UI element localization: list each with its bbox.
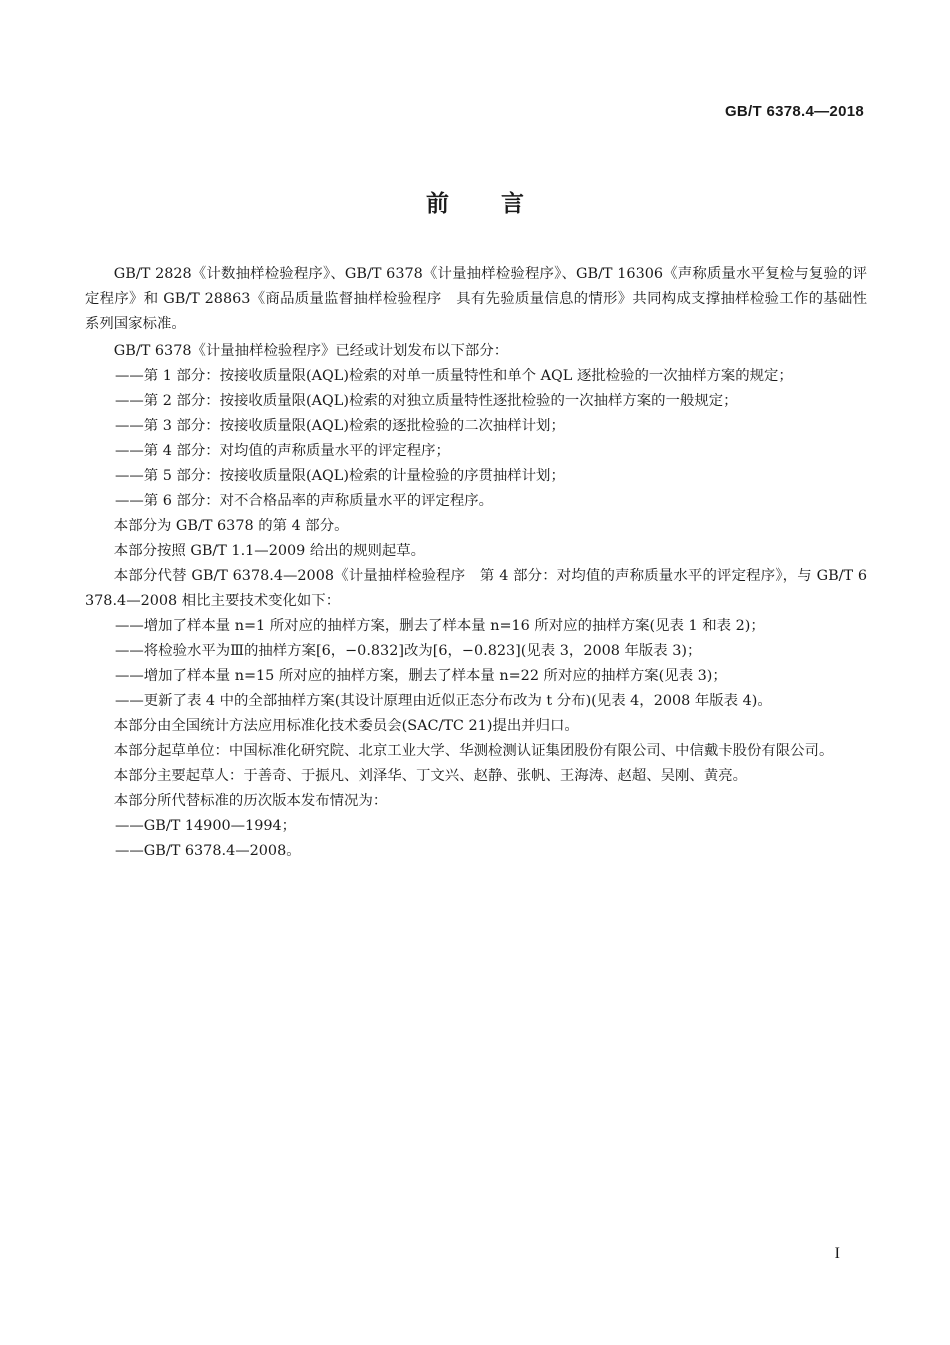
intro-paragraph-1: GB/T 2828《计数抽样检验程序》、GB/T 6378《计量抽样检验程序》、GB/T 16306《声称质量水平复检与复验的评定程序》和 GB/T 28863《商品质量监督抽样检验程序 具有先验质量信息的情形》共同构成支撑抽样检验工作的基础性系列国家标准。 (85, 266, 867, 332)
part-list-item: ——第 3 部分：按接收质量限(AQL)检索的逐批检验的二次抽样计划； (115, 418, 565, 434)
part-list-item: ——第 5 部分：按接收质量限(AQL)检索的计量检验的序贯抽样计划； (115, 468, 565, 484)
intro-paragraph-2: GB/T 6378《计量抽样检验程序》已经或计划发布以下部分： (113, 343, 509, 359)
part-list-item: ——第 6 部分：对不合格品率的声称质量水平的评定程序。 (115, 493, 494, 509)
change-list-item: ——增加了样本量 n=15 所对应的抽样方案，删去了样本量 n=22 所对应的抽样方案(见表 3)； (115, 668, 727, 684)
part-list-item: ——第 2 部分：按接收质量限(AQL)检索的对独立质量特性逐批检验的一次抽样方案的一般规定； (115, 393, 738, 409)
replacement-statement: 本部分代替 GB/T 6378.4—2008《计量抽样检验程序 第 4 部分：对均值的声称质量水平的评定程序》，与 GB/T 6378.4—2008 相比主要技术变化如下： (85, 568, 867, 609)
page-title: 前言 (426, 191, 576, 217)
history-list-item: ——GB/T 6378.4—2008。 (115, 843, 301, 859)
change-list-item: ——增加了样本量 n=1 所对应的抽样方案，删去了样本量 n=16 所对应的抽样方案(见表 1 和表 2)； (115, 618, 765, 634)
change-list-item: ——更新了表 4 中的全部抽样方案(其设计原理由近似正态分布改为 t 分布)(见表 4，2008 年版表 4)。 (115, 693, 772, 709)
history-list-item: ——GB/T 14900—1994； (115, 818, 297, 834)
proposer-statement: 本部分由全国统计方法应用标准化技术委员会(SAC/TC 21)提出并归口。 (113, 718, 579, 734)
drafting-units: 本部分起草单位：中国标准化研究院、北京工业大学、华测检测认证集团股份有限公司、中信戴卡股份有限公司。 (113, 743, 834, 759)
standard-code: GB/T 6378.4—2018 (724, 103, 864, 120)
foreword-body (85, 262, 867, 864)
change-list-item: ——将检验水平为Ⅲ的抽样方案[6，−0.832]改为[6，−0.823](见表 3，2008 年版表 3)； (115, 643, 702, 659)
part-statement: 本部分为 GB/T 6378 的第 4 部分。 (113, 518, 349, 534)
drafters: 本部分主要起草人：于善奇、于振凡、刘泽华、丁文兴、赵静、张帆、王海涛、赵超、吴刚、黄亮。 (113, 768, 747, 784)
page-number: I (834, 1245, 840, 1262)
part-list-item: ——第 4 部分：对均值的声称质量水平的评定程序； (115, 443, 450, 459)
history-heading: 本部分所代替标准的历次版本发布情况为： (113, 793, 388, 809)
drafting-rules-statement: 本部分按照 GB/T 1.1—2009 给出的规则起草。 (113, 543, 426, 559)
part-list-item: ——第 1 部分：按接收质量限(AQL)检索的对单一质量特性和单个 AQL 逐批检验的一次抽样方案的规定； (115, 368, 793, 384)
